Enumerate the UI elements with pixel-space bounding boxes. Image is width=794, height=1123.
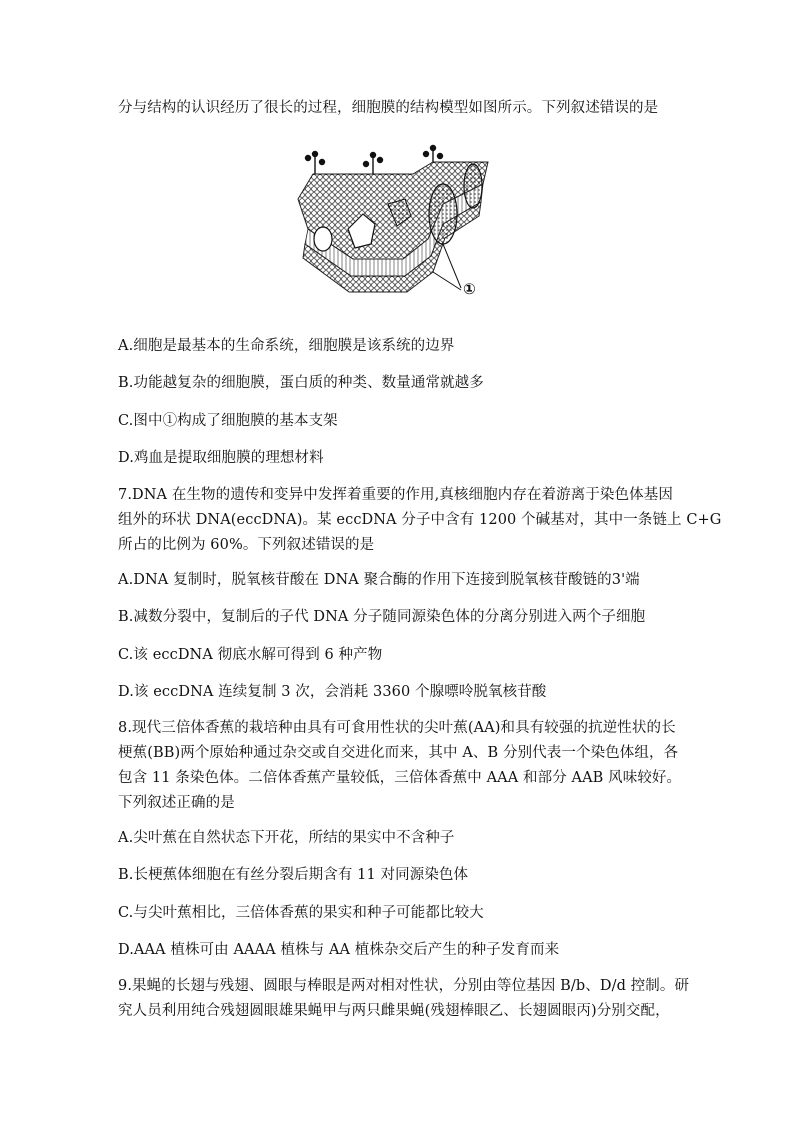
q8-option-b: B.长梗蕉体细胞在有丝分裂后期含有 11 对同源染色体 bbox=[118, 867, 469, 883]
q8-stem-line-2: 梗蕉(BB)两个原始种通过杂交或自交进化而来，其中 A、B 分别代表一个染色体组，各 bbox=[118, 745, 679, 761]
q7-option-c: C.该 eccDNA 彻底水解可得到 6 种产物 bbox=[118, 647, 383, 663]
q9-stem-line-1: 9.果蝇的长翅与残翅、圆眼与棒眼是两对相对性状，分别由等位基因 B/b、D/d 控制。研 bbox=[118, 978, 690, 994]
q7-option-b: B.减数分裂中，复制后的子代 DNA 分子随同源染色体的分离分别进入两个子细胞 bbox=[118, 609, 646, 625]
q8-option-d: D.AAA 植株可由 AAAA 植株与 AA 植株杂交后产生的种子发育而来 bbox=[118, 942, 560, 958]
q8-stem-line-3: 包含 11 条染色体。二倍体香蕉产量较低，三倍体香蕉中 AAA 和部分 AAB 风味较好。 bbox=[118, 770, 682, 786]
q8-stem-line-1: 8.现代三倍体香蕉的栽培种由具有可食用性状的尖叶蕉(AA)和具有较强的抗逆性状的长 bbox=[118, 720, 676, 736]
q8-option-a: A.尖叶蕉在自然状态下开花，所结的果实中不含种子 bbox=[118, 830, 455, 846]
q7-stem-line-2: 组外的环状 DNA(eccDNA)。某 eccDNA 分子中含有 1200 个碱基对，其中一条链上 C+G bbox=[118, 512, 722, 528]
q6-option-c: C.图中①构成了细胞膜的基本支架 bbox=[118, 413, 338, 429]
figure-marker-1: ① bbox=[463, 280, 476, 298]
cell-membrane-figure bbox=[293, 144, 493, 316]
q8-option-c: C.与尖叶蕉相比，三倍体香蕉的果实和种子可能都比较大 bbox=[118, 905, 484, 921]
q7-option-d: D.该 eccDNA 连续复制 3 次，会消耗 3360 个腺嘌呤脱氧核苷酸 bbox=[118, 684, 547, 700]
q7-stem-line-1: 7.DNA 在生物的遗传和变异中发挥着重要的作用,真核细胞内存在着游离于染色体基因 bbox=[118, 487, 673, 503]
q8-stem-line-4: 下列叙述正确的是 bbox=[118, 795, 235, 811]
q7-stem-line-3: 所占的比例为 60%。下列叙述错误的是 bbox=[118, 537, 375, 553]
q6-option-a: A.细胞是最基本的生命系统，细胞膜是该系统的边界 bbox=[118, 338, 455, 354]
q7-option-a: A.DNA 复制时，脱氧核苷酸在 DNA 聚合酶的作用下连接到脱氧核苷酸链的3'端 bbox=[118, 572, 640, 588]
q9-stem-line-2: 究人员利用纯合残翅圆眼雄果蝇甲与两只雌果蝇(残翅棒眼乙、长翅圆眼丙)分别交配， bbox=[118, 1003, 670, 1019]
q6-option-b: B.功能越复杂的细胞膜，蛋白质的种类、数量通常就越多 bbox=[118, 375, 484, 391]
intro-line: 分与结构的认识经历了很长的过程，细胞膜的结构模型如图所示。下列叙述错误的是 bbox=[118, 100, 659, 116]
q6-option-d: D.鸡血是提取细胞膜的理想材料 bbox=[118, 450, 324, 466]
